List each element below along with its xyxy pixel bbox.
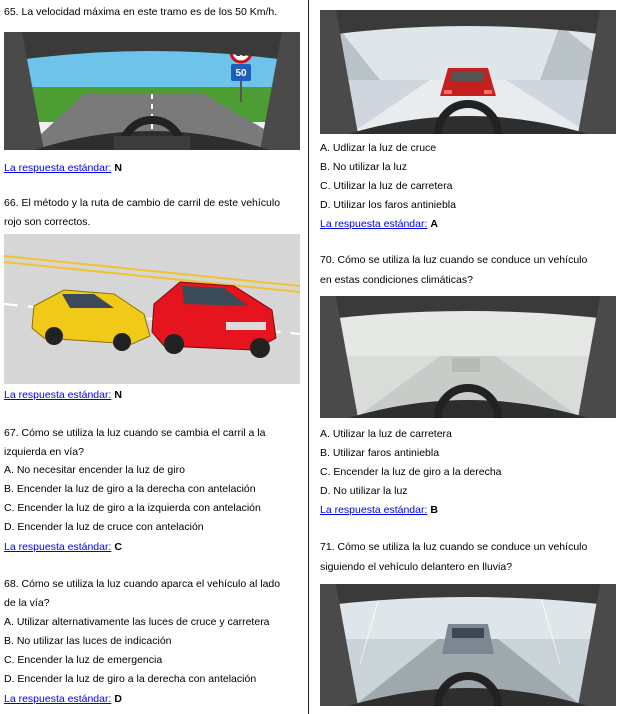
question-68-option-b: B. No utilizar las luces de indicación <box>4 635 172 647</box>
question-69-option-c: C. Utilizar la luz de carretera <box>320 180 453 192</box>
question-68-line1: 68. Cómo se utiliza la luz cuando aparca el vehículo al lado <box>4 578 281 590</box>
question-71-line2: siguiendo el vehículo delantero en lluvia? <box>320 561 513 573</box>
question-66-image <box>4 234 300 384</box>
question-70-line1: 70. Cómo se utiliza la luz cuando se conduce un vehículo <box>320 254 588 266</box>
question-70-option-a: A. Utilizar la luz de carretera <box>320 428 452 440</box>
question-68-option-a: A. Utilizar alternativamente las luces de cruce y carretera <box>4 616 270 628</box>
question-71-image <box>320 584 616 706</box>
answer-value: C <box>114 541 122 553</box>
question-69-image <box>320 10 616 134</box>
question-70-line2: en estas condiciones climáticas? <box>320 274 473 286</box>
answer-link[interactable]: La respuesta estándar: <box>4 693 112 705</box>
question-68-option-c: C. Encender la luz de emergencia <box>4 654 163 666</box>
question-70-option-c: C. Encender la luz de giro a la derecha <box>320 466 502 478</box>
question-68-option-d: D. Encender la luz de giro a la derecha con antelación <box>4 673 257 685</box>
answer-link[interactable]: La respuesta estándar: <box>320 218 428 230</box>
question-68-line2: de la vía? <box>4 597 50 609</box>
question-66-line1: 66. El método y la ruta de cambio de carril de este vehículo <box>4 197 281 209</box>
answer-value: B <box>430 504 438 516</box>
answer-link[interactable]: La respuesta estándar: <box>4 541 112 553</box>
question-70-image <box>320 296 616 418</box>
question-67-line2: izquierda en vía? <box>4 446 84 458</box>
question-67-option-c: C. Encender la luz de giro a la izquierda con antelación <box>4 502 261 514</box>
answer-value: N <box>114 162 122 174</box>
answer-link[interactable]: La respuesta estándar: <box>4 162 112 174</box>
question-70-option-b: B. Utilizar faros antiniebla <box>320 447 440 459</box>
question-65-image <box>4 32 300 150</box>
question-67-option-b: B. Encender la luz de giro a la derecha con antelación <box>4 483 256 495</box>
question-67-line1: 67. Cómo se utiliza la luz cuando se cambia el carril a la <box>4 427 266 439</box>
question-66-line2: rojo son correctos. <box>4 216 91 228</box>
question-69-option-b: B. No utilizar la luz <box>320 161 407 173</box>
question-70-option-d: D. No utilizar la luz <box>320 485 408 497</box>
answer-value: D <box>114 693 122 705</box>
question-65-text: 65. La velocidad máxima en este tramo es de los 50 Km/h. <box>4 6 278 18</box>
question-67-option-a: A. No necesitar encender la luz de giro <box>4 464 185 476</box>
question-66-answer <box>4 386 122 405</box>
answer-value: A <box>430 218 438 230</box>
answer-link[interactable]: La respuesta estándar: <box>4 389 112 401</box>
column-divider <box>308 0 309 714</box>
question-69-option-a: A. Udlizar la luz de cruce <box>320 142 437 154</box>
answer-link[interactable]: La respuesta estándar: <box>320 504 428 516</box>
question-69-option-d: D. Utilizar los faros antiniebla <box>320 199 456 211</box>
question-69-answer <box>320 215 438 234</box>
question-67-answer <box>4 538 122 557</box>
question-71-line1: 71. Cómo se utiliza la luz cuando se conduce un vehículo <box>320 541 588 553</box>
question-70-answer <box>320 501 438 520</box>
question-65-answer <box>4 159 122 178</box>
sign-50: 50 <box>235 68 247 79</box>
answer-value: N <box>114 389 122 401</box>
question-67-option-d: D. Encender la luz de cruce con antelación <box>4 521 204 533</box>
question-68-answer <box>4 690 122 709</box>
